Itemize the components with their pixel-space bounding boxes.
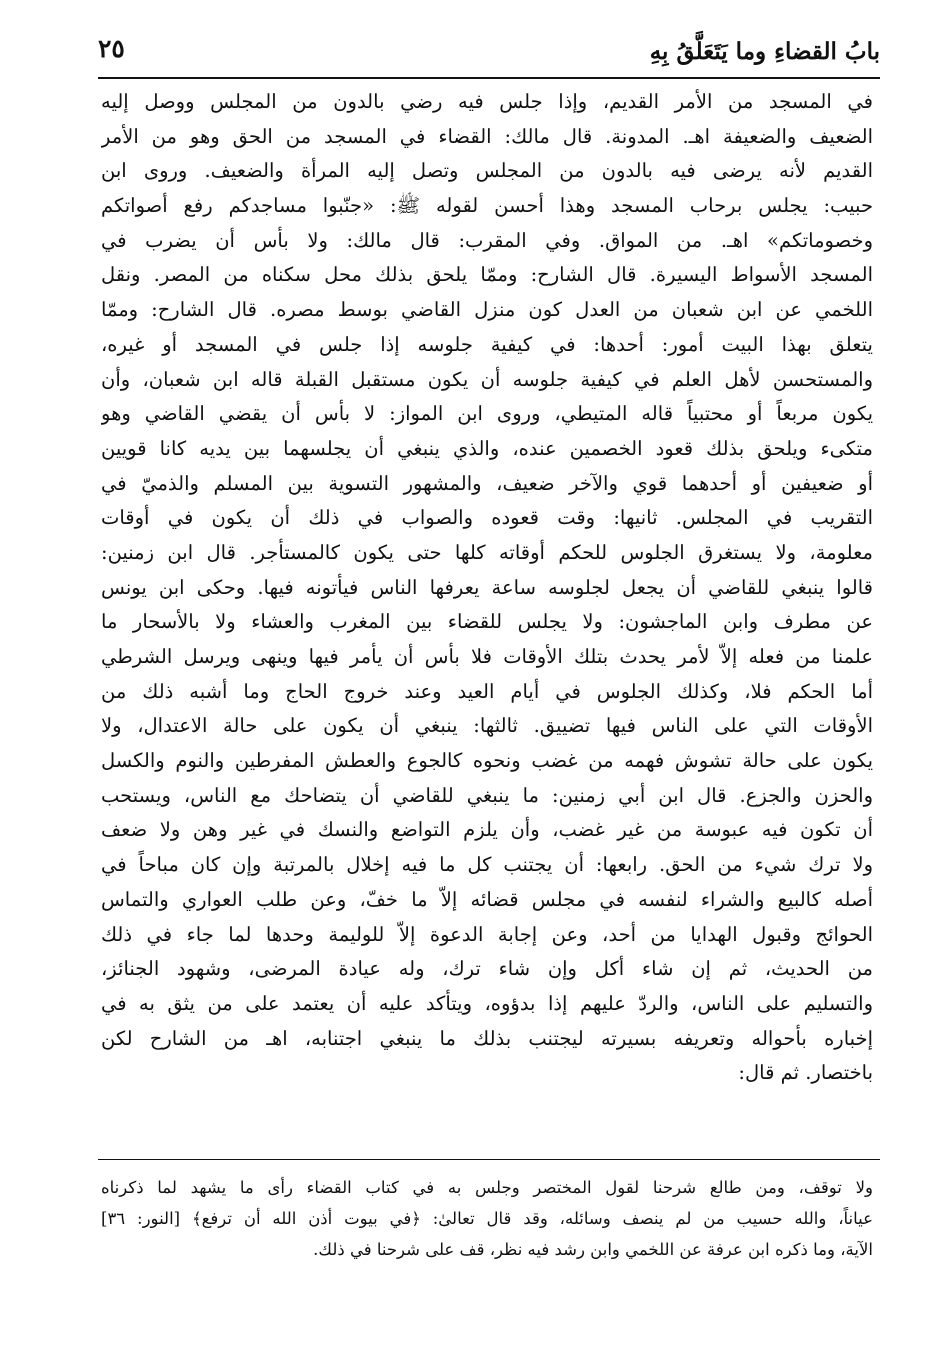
- footnote-divider: [98, 1159, 880, 1160]
- text-line: والتسليم على الناس، والردّ عليهم إذا بدؤوه، ويتأكد عليه أن يعتمد على من يثق به في: [101, 991, 873, 1015]
- text-line: الحوائج وقبول الهدايا من أحد، وعن إجابة الدعوة إلاّ للوليمة وحدها لما جاء في ذلك: [101, 922, 873, 946]
- text-line: يكون مربعاً أو محتبياً قاله المتيطي، وروى ابن المواز: لا بأس أن يقضي القاضي وهو: [101, 402, 873, 426]
- text-line: متكىء ويلحق بذلك قعود الخصمين عنده، والذي ينبغي أن يجلسهما بين يديه كانا قويين: [101, 436, 873, 460]
- text-line: علمنا من فعله إلاّ لأمر يحدث بتلك الأوقات فلا بأس أن يأمر فيها وينهى ويرسل الشرطي: [101, 645, 873, 668]
- text-line: التقريب في المجلس. ثانيها: وقت قعوده والصواب في ذلك أن يكون في أوقات: [101, 506, 873, 530]
- page-header: [98, 34, 880, 74]
- text-line: وخصوماتكم» اهـ. من المواق. وفي المقرب: قال مالك: ولا بأس أن يضرب في: [101, 228, 873, 252]
- text-line: اللخمي عن ابن شعبان من العدل كون منزل القاضي بوسط مصره. قال الشارح: وممّا: [101, 298, 873, 322]
- text-line: يكون على حالة تشوش فهمه من غضب ونحوه كالجوع والعطش المفرطين والنوم والكسل: [101, 749, 873, 773]
- text-line: أن تكون فيه عبوسة من غير غضب، وأن يلزم التواضع والنسك في غير وهن ولا ضعف: [101, 818, 873, 842]
- text-line: من الحديث، ثم إن شاء أكل وإن شاء ترك، وله عيادة المرضى، وشهود الجنائز،: [101, 957, 873, 981]
- header-divider: [98, 77, 880, 79]
- text-line: القديم لأنه يرضى فيه بالدون من المجلس وتصل إليه المرأة والضعيف. وروى ابن: [101, 159, 873, 183]
- text-line: عن مطرف وابن الماجشون: ولا يجلس للقضاء بين المغرب والعشاء ولا بالأسحار ما: [101, 610, 873, 634]
- footnote-line: الآية، وما ذكره ابن عرفة عن اللخمي وابن رشد فيه نظر، قف على شرحنا في ذلك.: [313, 1240, 873, 1259]
- text-line: باختصار. ثم قال:: [738, 1061, 873, 1085]
- text-line: يتعلق بهذا البيت أمور: أحدها: في كيفية جلوسه إذا جلس في المسجد أو غيره،: [101, 332, 873, 356]
- text-line: في المسجد من الأمر القديم، وإذا جلس فيه رضي بالدون من المجلس ووصل إليه: [101, 90, 873, 113]
- page-number: ٢٥: [98, 34, 125, 63]
- text-line: والمستحسن لأهل العلم في كيفية جلوسه أن يكون مستقبل القبلة قاله ابن شعبان، وأن: [101, 367, 873, 391]
- text-line: الضعيف والضعيفة اهـ. المدونة. قال مالك: القضاء في المسجد من الحق وهو من الأمر: [101, 124, 873, 148]
- footnote-line: ولا توقف، ومن طالع شرحنا لقول المختصر وجلس به في كتاب القضاء رأى ما يشهد لما ذكرناه: [101, 1178, 873, 1197]
- text-line: ولا ترك شيء من الحق. رابعها: أن يجتنب كل ما فيه إخلال بالمرتبة وإن كان مباحاً في: [101, 853, 873, 877]
- text-line: أو ضعيفين أو أحدهما قوي والآخر ضعيف، والمشهور التسوية بين المسلم والذميّ في: [101, 471, 873, 495]
- text-line: أما الحكم فلا، وكذلك الجلوس في أيام العيد وعند خروج الحاج وما أشبه ذلك من: [101, 679, 873, 703]
- footnote-text: [101, 1172, 873, 1265]
- text-line: المسجد الأسواط اليسيرة. قال الشارح: وممّا يلحق بذلك محل سكناه من المصر. ونقل: [101, 263, 873, 287]
- text-line: والحزن والجزع. قال ابن أبي زمنين: ما ينبغي للقاضي أن يتضاحك مع الناس، ويستحب: [101, 783, 873, 807]
- text-line: معلومة، ولا يستغرق الجلوس للحكم أوقاته كلها حتى يكون كالمستأجر. قال ابن زمنين:: [101, 540, 873, 564]
- text-line: أصله كالبيع والشراء لنفسه في مجلس قضائه إلاّ ما خفّ، وعن طلب العواري والتماس: [101, 887, 873, 911]
- text-line: إخباره بأحواله وتعريفه بسيرته ليجتنب بذلك ما ينبغي اجتنابه، اهـ من الشارح لكن: [101, 1026, 873, 1050]
- text-line: الأوقات التي على الناس فيها تضييق. ثالثها: ينبغي أن يكون على حالة الاعتدال، ولا: [101, 714, 873, 738]
- footnote-line: عياناً، والله حسيب من لم ينصف وسائله، وقد قال تعالىٰ: ﴿في بيوت أذن الله أن ترفع﴾ [النور: ٣٦]: [101, 1209, 873, 1228]
- text-line: قالوا ينبغي للقاضي أن يجعل لجلوسه ساعة يعرفها الناس فيأتونه فيها. وحكى ابن يونس: [101, 575, 873, 599]
- chapter-title: بابُ القضاءِ وما يَتَعَلَّقُ بِهِ: [649, 38, 880, 65]
- main-text: [101, 85, 873, 1091]
- text-line: حبيب: يجلس برحاب المسجد وهذا أحسن لقوله ﷺ: «جنّبوا مساجدكم رفع أصواتكم: [101, 194, 873, 218]
